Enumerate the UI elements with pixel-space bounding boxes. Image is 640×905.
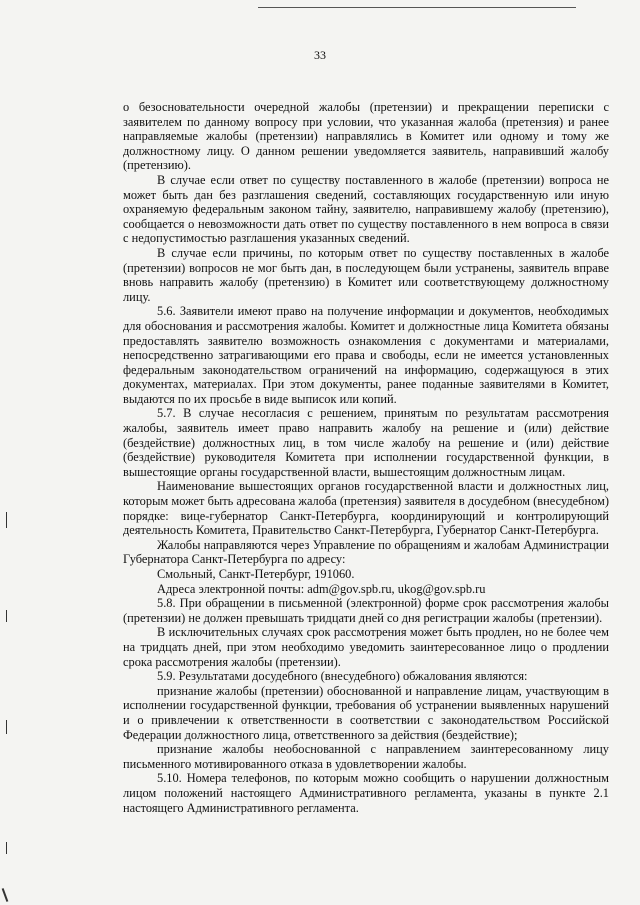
paragraph: В случае если причины, по которым ответ по существу поставленных в жалобе (претензии) вопросов не мог быть дан, в последующем были устранены, заявитель вправе вновь направить жалобу (претензию) в Комитет или соответствующему должностному лицу.	[123, 245, 609, 304]
paragraph-5-8: 5.8. При обращении в письменной (электронной) форме срок рассмотрения жалобы (претензии) не должен превышать тридцати дней со дня регистрации жалобы (претензии).	[123, 596, 609, 625]
paragraph-5-9: 5.9. Результатами досудебного (внесудебного) обжалования являются:	[157, 669, 528, 684]
top-rule	[258, 7, 576, 8]
address-line: Смольный, Санкт-Петербург, 191060.	[157, 567, 355, 581]
paragraph-5-6: 5.6. Заявители имеют право на получение информации и документов, необходимых для обоснования и рассмотрения жалобы. Комитет и должностные лица Комитета обязаны предоставлять заявителю возможность ознакомления с документами и материалами, непосредственно затрагивающими его права и свободы, если не имеется установленных федеральным законодательством ограничений на информацию, содержащуюся в этих документах, материалах. При этом документы, ранее поданные заявителями в Комитет, выдаются по их просьбе в виде выписок или копий.	[123, 304, 609, 406]
scan-margin-mark	[6, 512, 7, 528]
document-body	[123, 100, 609, 815]
paragraph-continuation: о безосновательности очередной жалобы (претензии) и прекращении переписки с заявителем по данному вопросу при условии, что указанная жалоба (претензия) и ранее направляемые жалобы (претензии) направлялись в Комитет или одному и тому же должностному лицу. О данном решении уведомляется заявитель, направивший жалобу (претензию).	[123, 100, 609, 173]
scan-margin-mark	[6, 720, 7, 734]
paragraph: признание жалобы (претензии) обоснованной и направление лицам, участвующим в исполнении государственной функции, требования об устранении выявленных нарушений и о привлечении к ответственности в соответствии с законодательством Российской Федерации должностного лица, ответственного за действия (бездействие);	[123, 683, 609, 742]
paragraph: В случае если ответ по существу поставленного в жалобе (претензии) вопроса не может быть дан без разглашения сведений, составляющих государственную или иную охраняемую федеральным законом тайну, заявителю, направившему жалобу (претензию), сообщается о невозможности дать ответ по существу поставленного в нем вопроса в связи с недопустимостью разглашения указанных сведений.	[123, 172, 609, 246]
paragraph: В исключительных случаях срок рассмотрения может быть продлен, но не более чем на тридцать дней, при этом необходимо уведомить заинтересованное лицо о продлении срока рассмотрения жалобы (претензии).	[123, 625, 609, 669]
paragraph-5-7: 5.7. В случае несогласия с решением, принятым по результатам рассмотрения жалобы, заявитель имеет право направить жалобу на решение и (или) действие (бездействие) должностных лиц, в том числе жалобу на решение и (или) действие (бездействие) руководителя Комитета при исполнении государственной функции, в вышестоящие органы государственной власти, вышестоящим должностным лицам.	[123, 406, 609, 479]
paragraph: Жалобы направляются через Управление по обращениям и жалобам Администрации Губернатора Санкт-Петербурга по адресу:	[123, 537, 609, 567]
email-line: Адреса электронной почты: adm@gov.spb.ru, ukog@gov.spb.ru	[157, 581, 486, 596]
paragraph: признание жалобы необоснованной с направлением заинтересованному лицу письменного мотивированного отказа в удовлетворении жалобы.	[123, 742, 609, 771]
page-number: 33	[314, 48, 326, 62]
scan-margin-mark	[6, 842, 7, 854]
paragraph-5-10: 5.10. Номера телефонов, по которым можно сообщить о нарушении должностным лицом положений настоящего Административного регламента, указаны в пункте 2.1 настоящего Административного регламента.	[123, 771, 609, 815]
paragraph: Наименование вышестоящих органов государственной власти и должностных лиц, которым может быть адресована жалоба (претензия) заявителя в досудебном (внесудебном) порядке: вице-губернатор Санкт-Петербурга, координирующий и контролирующий деятельность Комитета, Правительство Санкт-Петербурга, Губернатор Санкт-Петербурга.	[123, 479, 609, 538]
scan-margin-mark	[6, 610, 7, 622]
scan-margin-mark	[2, 888, 9, 902]
